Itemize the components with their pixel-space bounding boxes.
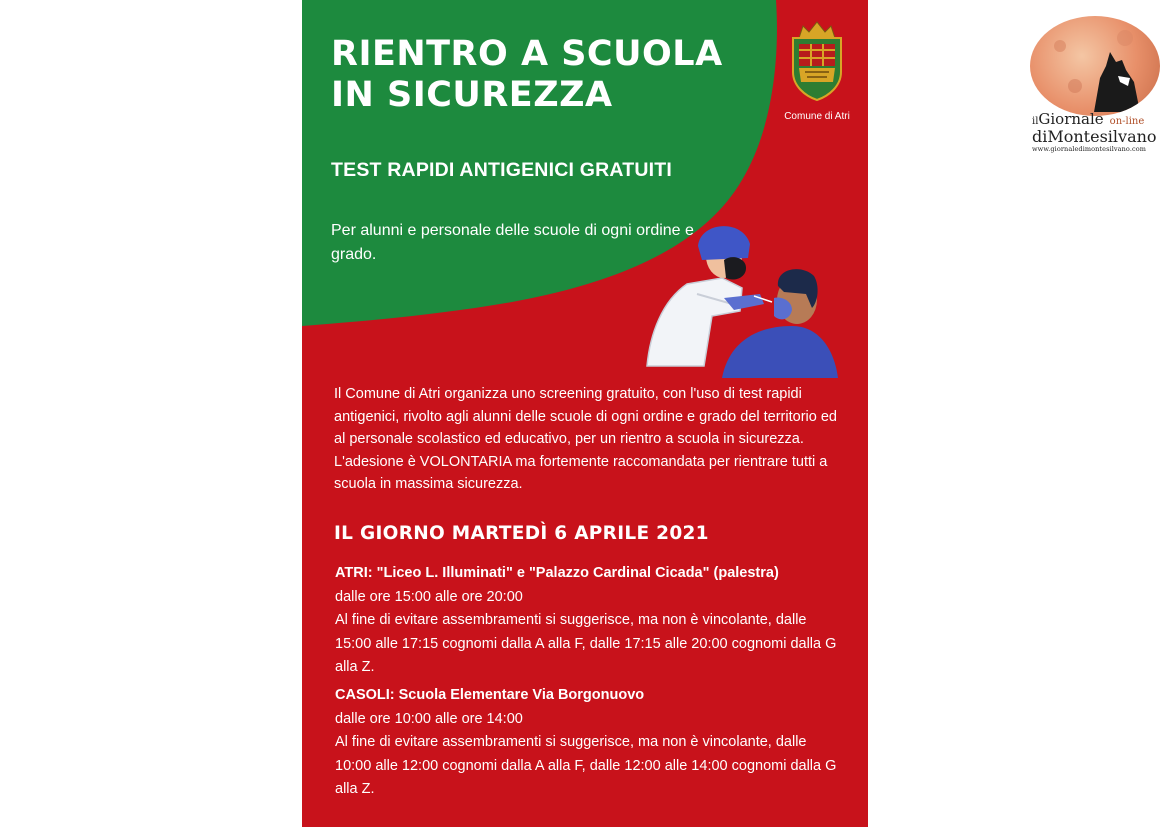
location-hours: dalle ore 10:00 alle ore 14:00 (335, 710, 523, 727)
location-hours: dalle ore 15:00 alle ore 20:00 (335, 588, 523, 605)
location-note: Al fine di evitare assembramenti si suggerisce, ma non è vincolante, dalle 10:00 alle 12:00 cognomi dalla A alla F, dalle 12:00 alle 14:00 cognomi dalla G alla Z. (335, 734, 837, 797)
location-name: CASOLI: Scuola Elementare Via Borgonuovo (335, 687, 645, 703)
logo-text (1032, 112, 1162, 153)
newspaper-logo[interactable] (1030, 16, 1162, 152)
location-note: Al fine di evitare assembramenti si suggerisce, ma non è vincolante, dalle 15:00 alle 17:15 cognomi dalla A alla F, dalle 17:15 alle 20:00 cognomi dalla G alla Z. (335, 612, 837, 675)
title-line-1: RIENTRO A SCUOLA (331, 34, 723, 74)
nurse-test-illustration (642, 216, 838, 378)
location-name: ATRI: "Liceo L. Illuminati" e "Palazzo Cardinal Cicada" (palestra) (335, 565, 779, 581)
logo-line-2: diMontesilvano (1032, 127, 1157, 146)
title-line-2: IN SICUREZZA (331, 75, 613, 115)
poster-title (331, 34, 723, 116)
logo-online: on-line (1109, 116, 1145, 127)
description-text (334, 383, 839, 496)
wolf-silhouette-icon (1030, 16, 1160, 116)
description-paragraph-1: Il Comune di Atri organizza uno screening gratuito, con l'uso di test rapidi antigenici, rivolto agli alunni delle scuole di ogni ordine e grado del territorio ed al personale scolastico ed educativo, per un rientro a scuola in sicurezza. (334, 386, 837, 447)
location-section-atri (335, 562, 840, 680)
crest-label: Comune di Atri (784, 111, 850, 122)
location-section-casoli (335, 684, 840, 802)
crest-icon (785, 20, 849, 102)
logo-prefix: il (1032, 116, 1039, 127)
poster (302, 0, 868, 827)
moon-icon (1030, 16, 1160, 116)
poster-subtitle: TEST RAPIDI ANTIGENICI GRATUITI (331, 159, 672, 181)
logo-url: www.giornaledimontesilvano.com (1032, 145, 1147, 153)
description-paragraph-2: L'adesione è VOLONTARIA ma fortemente raccomandata per rientrare tutti a scuola in massima sicurezza. (334, 453, 828, 492)
logo-word: Giornale (1038, 110, 1104, 128)
date-heading: IL GIORNO MARTEDÌ 6 APRILE 2021 (334, 523, 709, 544)
intro-text: Per alunni e personale delle scuole di ogni ordine e grado. (331, 222, 694, 263)
